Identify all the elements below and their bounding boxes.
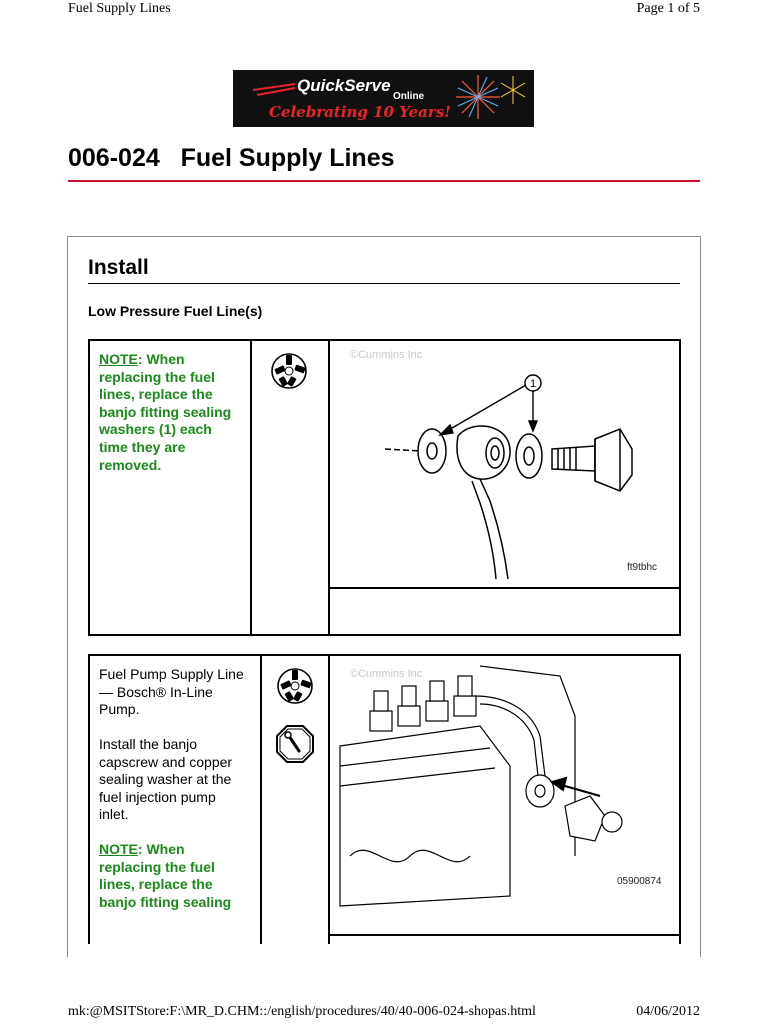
header-doc-name: Fuel Supply Lines (68, 1, 171, 16)
section-heading: Install (88, 256, 149, 279)
step-1-text-cell (90, 341, 252, 634)
callout-1-label: 1 (529, 378, 537, 390)
footer-date: 04/06/2012 (636, 1004, 700, 1019)
figure-code: 05900874 (617, 876, 662, 887)
figure-copyright: ©Cummins Inc (350, 349, 423, 361)
note-label: NOTE (99, 841, 138, 857)
online-label: Online (393, 91, 425, 102)
step-2-figure (330, 656, 679, 936)
step-2-instruction: Install the banjo capscrew and copper sealing washer at the fuel injection pump inlet. (99, 736, 233, 823)
injection-pump-diagram (330, 656, 679, 934)
figure-copyright: ©Cummins Inc (350, 668, 423, 680)
wrench-tools-icon (275, 666, 315, 706)
wrench-tools-icon (269, 351, 309, 391)
step-2-text-cell (90, 656, 262, 944)
step-1-icon-cell (250, 341, 330, 634)
step-1-note (99, 351, 244, 474)
note-label: NOTE (99, 351, 138, 367)
torque-wrench-icon (275, 724, 315, 764)
step-2-intro: Fuel Pump Supply Line — Bosch® In-Line Pump. (99, 666, 244, 718)
quickserve-banner[interactable] (233, 70, 534, 127)
note-text: : When replacing the fuel lines, replace the banjo fitting sealing washers (1) each time they are removed. (99, 351, 232, 473)
page-title: 006-024 Fuel Supply Lines (68, 144, 395, 172)
section-divider (88, 283, 680, 284)
header-page-number: Page 1 of 5 (636, 1, 700, 16)
step-2-icon-cell (260, 656, 330, 944)
footer-source-path: mk:@MSITStore:F:\MR_D.CHM::/english/procedures/40/40-006-024-shopas.html (68, 1004, 536, 1019)
step-table-2 (88, 654, 681, 944)
step-1-figure (330, 341, 679, 589)
step-2-note (99, 841, 249, 911)
figure-code: ft9tbhc (627, 562, 658, 573)
title-divider (68, 180, 700, 182)
subsection-heading: Low Pressure Fuel Line(s) (88, 303, 263, 319)
banjo-fitting-diagram (330, 341, 679, 587)
banner-tagline: Celebrating 10 Years! (269, 103, 451, 121)
quickserve-logo-text: QuickServe (297, 76, 391, 95)
step-table-1 (88, 339, 681, 636)
note-text: : When replacing the fuel lines, replace the banjo fitting sealing (99, 841, 232, 910)
